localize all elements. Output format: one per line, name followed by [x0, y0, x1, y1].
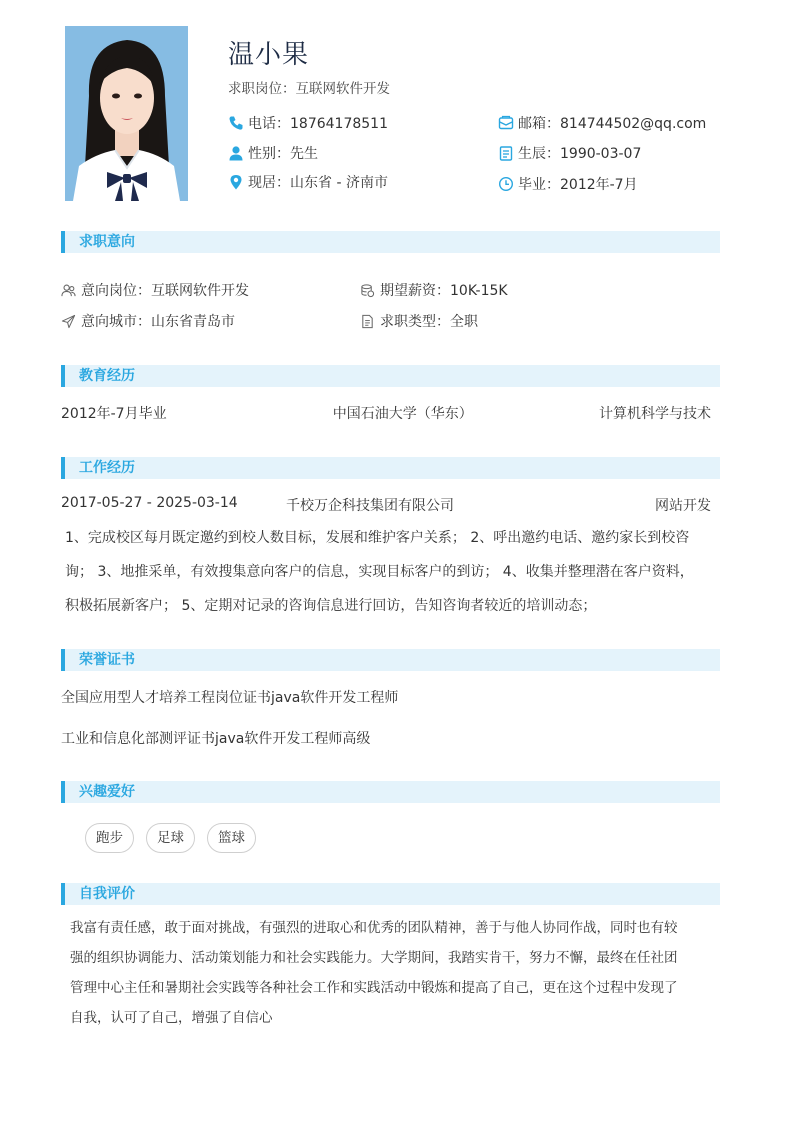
intent-position [61, 280, 249, 300]
birthday-text: 生辰：1990-03-07 [518, 146, 642, 162]
coins-icon [360, 283, 375, 298]
gender-text: 性别：先生 [248, 146, 318, 162]
location-pin-icon [228, 174, 244, 190]
section-work [61, 457, 720, 479]
certificate-item: 工业和信息化部测评证书java软件开发工程师高级 [61, 731, 371, 747]
phone-icon [228, 115, 244, 131]
section-job-intent [61, 231, 720, 253]
hobby-tag: 足球 [146, 823, 195, 853]
work-company: 千校万企科技集团有限公司 [286, 498, 454, 514]
gender-info [228, 143, 318, 163]
section-title: 荣誉证书 [79, 652, 135, 668]
document-icon [360, 314, 375, 329]
work-desc-line: 积极拓展新客户； 5、定期对记录的咨询信息进行回访，告知咨询者较近的培训动态； [65, 598, 597, 614]
intent-position-text: 意向岗位：互联网软件开发 [81, 283, 249, 299]
phone-text: 电话：18764178511 [248, 116, 388, 132]
section-title: 工作经历 [79, 460, 135, 476]
birthday-info [498, 143, 641, 163]
send-arrow-icon [61, 314, 76, 329]
self-eval-line: 我富有责任感，敢于面对挑战，有强烈的进取心和优秀的团队精神，善于与他人协同作战，同时也有较 [70, 920, 678, 936]
work-desc-line: 询； 3、地推采单，有效搜集意向客户的信息，实现目标客户的到访； 4、收集并整理潜在客户资料， [65, 564, 694, 580]
intent-type [360, 311, 478, 331]
intent-city [61, 311, 235, 331]
section-education [61, 365, 720, 387]
section-hobbies [61, 781, 720, 803]
certificate-item: 全国应用型人才培养工程岗位证书java软件开发工程师 [61, 690, 399, 706]
calendar-icon [498, 145, 514, 161]
people-icon [61, 283, 76, 298]
work-date: 2017-05-27 - 2025-03-14 [61, 495, 238, 511]
residence-info [228, 172, 388, 192]
section-title: 求职意向 [79, 234, 135, 250]
person-icon [228, 145, 244, 161]
graduation-info [498, 174, 638, 194]
section-title: 教育经历 [79, 368, 135, 384]
self-eval-line: 强的组织协调能力、活动策划能力和社会实践能力。大学期间，我踏实肯干，努力不懈，最终在任社团 [70, 950, 678, 966]
intent-salary-text: 期望薪资：10K-15K [380, 283, 508, 299]
clock-icon [498, 176, 514, 192]
email-text: 邮箱：814744502@qq.com [518, 116, 707, 132]
self-eval-line: 管理中心主任和暑期社会实践等各种社会工作和实践活动中锻炼和提高了自己，更在这个过程中发现了 [70, 980, 678, 996]
work-role: 网站开发 [655, 498, 711, 514]
graduation-text: 毕业：2012年-7月 [518, 177, 638, 193]
self-evaluation-text [70, 913, 678, 1033]
section-self-evaluation [61, 883, 720, 905]
residence-text: 现居：山东省 - 济南市 [248, 175, 388, 191]
email-info [498, 113, 706, 133]
intent-city-text: 意向城市：山东省青岛市 [81, 314, 235, 330]
self-eval-line: 自我，认可了自己，增强了自信心 [70, 1010, 273, 1026]
section-title: 自我评价 [79, 886, 135, 902]
education-row [61, 403, 711, 423]
envelope-icon [498, 115, 514, 131]
hobby-tag: 篮球 [207, 823, 256, 853]
education-date: 2012年-7月毕业 [61, 406, 167, 422]
intent-type-text: 求职类型：全职 [380, 314, 478, 330]
intent-salary [360, 280, 508, 300]
profile-photo [65, 26, 188, 201]
work-description [65, 521, 694, 623]
section-certificates [61, 649, 720, 671]
education-major: 计算机科学与技术 [599, 406, 711, 422]
section-title: 兴趣爱好 [79, 784, 135, 800]
work-desc-line: 1、完成校区每月既定邀约到校人数目标，发展和维护客户关系； 2、呼出邀约电话、邀约家长到校咨 [65, 530, 690, 546]
education-school: 中国石油大学（华东） [332, 406, 473, 422]
phone-info [228, 113, 388, 133]
job-title: 求职岗位：互联网软件开发 [228, 81, 390, 97]
hobby-tag: 跑步 [85, 823, 134, 853]
candidate-name: 温小果 [228, 40, 310, 70]
